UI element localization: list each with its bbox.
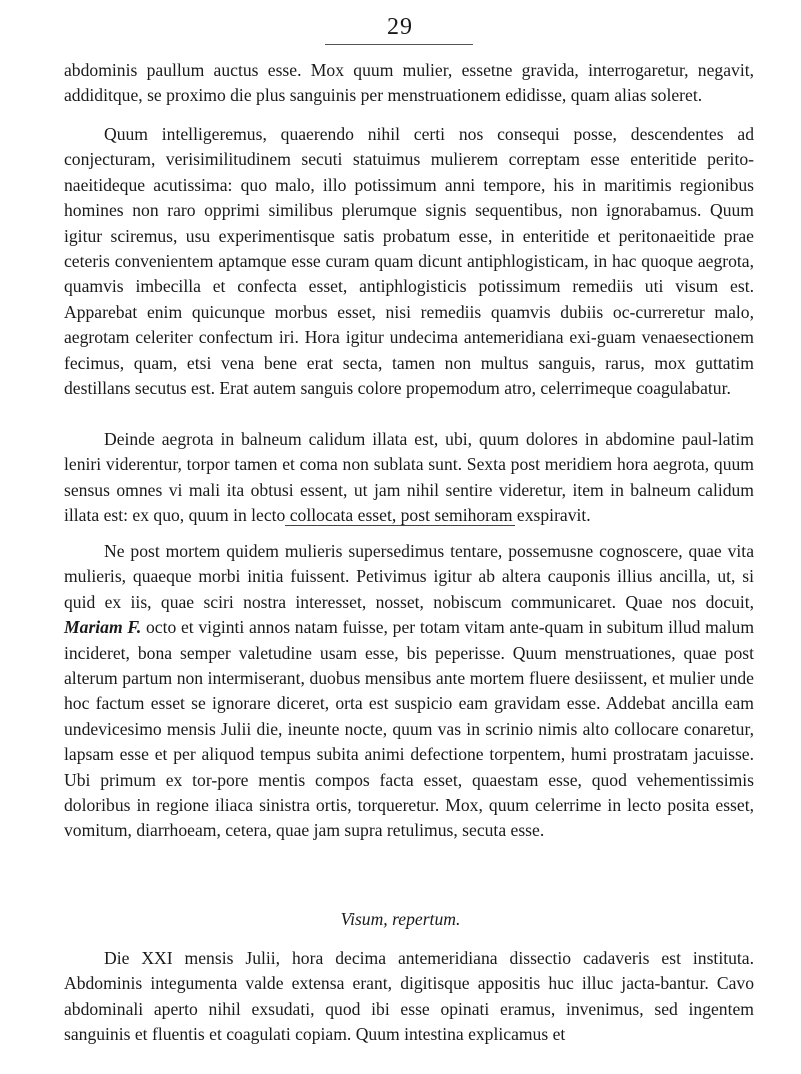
- history-text-start: Ne post mortem quidem mulieris supersedimus tentare, possemusne cognoscere, quae vita mulieris, quaeque morbi initia fuissent. Petivimus igitur ab altera cauponis illius ancilla, ut, si quid ex iis, quae sciri nostra interesset, nosset, nobiscum communicaret. Quae nos docuit,: [64, 541, 754, 612]
- header-rule: [325, 44, 473, 45]
- patient-name: Mariam F.: [64, 617, 142, 638]
- paragraph-diagnosis: Quum intelligeremus, quaerendo nihil certi nos consequi posse, descendentes ad conjecturam, verisimilitudinem secuti statuimus mulierem correptam esse enteritide perito-naeitideque acutissima: quo malo, illo potissimum anni tempore, his in maritimis regionibus homines non raro opprimi similibus plerumque signis sequentibus, non ignorabamus. Quum igitur sciremus, usu experimentisque satis probatum esse, in enteritide et peritonaeitide prae ceteris convenientem aptamque esse curam quam dicunt antiphlogisticam, in hac quoque aegrota, quamvis imbecilla et confecta esset, antiphlogisticis potissimum remediis uti visum est. Apparebat enim quicunque morbus esset, nisi remediis quamvis dubiis oc-curreretur malo, aegrotam celeriter confectum iri. Hora igitur undecima antemeridiana exi-guam venaesectionem fecimus, quam, etsi vena bene erat secta, tamen non multus sanguis, rarus, mox guttatim destillans secutus est. Erat autem sanguis colore propemodum atro, celerrimeque coagulabatur.: [64, 124, 754, 399]
- paragraph-autopsy: Die XXI mensis Julii, hora decima antemeridiana dissectio cadaveris est instituta. Abdominis integumenta valde extensa erant, digitisque appositis huc illuc jacta-bantur. Cavo abdominali aperto nihil exsudati, quod ibi esse opinati eramus, invenimus, sed ingentem sanguinis et fluentis et coagulati copiam. Quum intestina explicamus et: [64, 948, 754, 1045]
- section-heading: Visum, repertum.: [340, 909, 461, 929]
- history-text-end: octo et viginti annos natam fuisse, per totam vitam ante-quam in subitum illud malum incideret, bona semper valetudine usam esse, bis peperisse. Quum menstruationes, quae post alterum partum non intermiserant, duobus mensibus ante mortem fluere desiissent, et mulier unde hoc factum esset se ignorare diceret, orta est suspicio eam gravidam esse. Addebat ancilla eam undevicesimo mensis Julii die, ineunte nocte, quum vas in scrinio nimis alto collocare conaretur, lapsam esse et per aliquod tempus subita animi defectione torpentem, humi prostratam jacuisse. Ubi primum ex tor-pore mentis compos facta esset, quaestam esse, quod vehementissimis doloribus in regione iliaca sinistra ortis, torqueretur. Mox, quum celerrime in lecto posita esset, vomitum, diarrhoeam, cetera, quae jam supra retulimus, secuta esse.: [64, 617, 755, 841]
- paragraph-death: Deinde aegrota in balneum calidum illata est, ubi, quum dolores in abdomine paul-latim leniri viderentur, torpor tamen et coma non sublata sunt. Sexta post meridiem hora aegrota, quum sensus omnes vi mali ita obtusi essent, ut jam nihil sentire videretur, item in balneum calidum illata est: ex quo, quum in lecto collocata esset, post semihoram exspiravit.: [64, 429, 754, 526]
- paragraph-history: [64, 539, 754, 844]
- section-divider: [285, 525, 515, 526]
- paragraph-continuation: abdominis paullum auctus esse. Mox quum mulier, essetne gravida, interrogaretur, negavit, addiditque, se proximo die plus sanguinis per menstruationem edidisse, quam alias soleret.: [64, 60, 754, 106]
- page-number: 29: [387, 14, 413, 40]
